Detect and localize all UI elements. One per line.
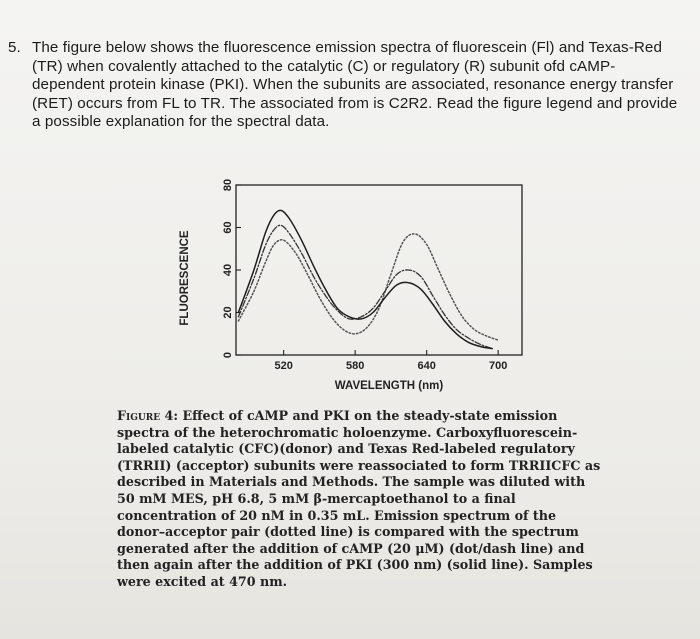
question-block xyxy=(8,39,684,132)
y-axis-label: FLUORESCENCE xyxy=(179,230,191,326)
emission-spectra-chart xyxy=(170,165,540,400)
figure-caption xyxy=(117,408,607,591)
question-number: 5. xyxy=(8,39,21,56)
x-tick-label: 640 xyxy=(417,360,436,372)
series-line-dot-dash xyxy=(238,225,492,348)
y-tick-label: 0 xyxy=(222,351,234,359)
emission-spectra-figure xyxy=(170,165,540,400)
x-tick-label: 580 xyxy=(345,360,365,372)
x-axis-label: WAVELENGTH (nm) xyxy=(334,380,444,392)
y-tick-label: 40 xyxy=(222,263,234,277)
series-line-dotted xyxy=(238,234,498,340)
x-tick-label: 700 xyxy=(488,360,508,372)
caption-label: Figure 4: xyxy=(117,408,179,423)
y-tick-label: 20 xyxy=(222,306,234,319)
y-tick-label: 80 xyxy=(222,178,234,192)
question-text: The figure below shows the fluorescence emission spectra of fluorescein (Fl) and Texas-Red (TR) when covalently attached to the catalytic (C) or regulatory (R) subunit ofd cAMP-dependent protein kinase (PKI). When the subunits are associated, resonance energy transfer (RET) occurs from FL to TR. The associated from is C2R2. Read the figure legend and provide a possible explanation for the spectral data. xyxy=(32,39,678,131)
y-tick-label: 60 xyxy=(222,221,234,234)
x-tick-label: 520 xyxy=(274,360,293,372)
caption-text: Effect of cAMP and PKI on the steady-state emission spectra of the heterochromatic holoenzyme. Carboxyfluorescein-labeled catalytic (CFC)(donor) and Texas Red-labeled regulatory (TRRII) (acceptor) subunits were reassociated to form TRRIICFC as described in Materials and Methods. The sample was diluted with 50 mM MES, pH 6.8, 5 mM β-mercaptoethanol to a final concentration of 20 nM in 0.35 mL. Emission spectrum of the donor–acceptor pair (dotted line) is compared with the spectrum generated after the addition of cAMP (20 μM) (dot/dash line) and then again after the addition of PKI (300 nm) (solid line). Samples were excited at 470 nm. xyxy=(117,408,601,589)
